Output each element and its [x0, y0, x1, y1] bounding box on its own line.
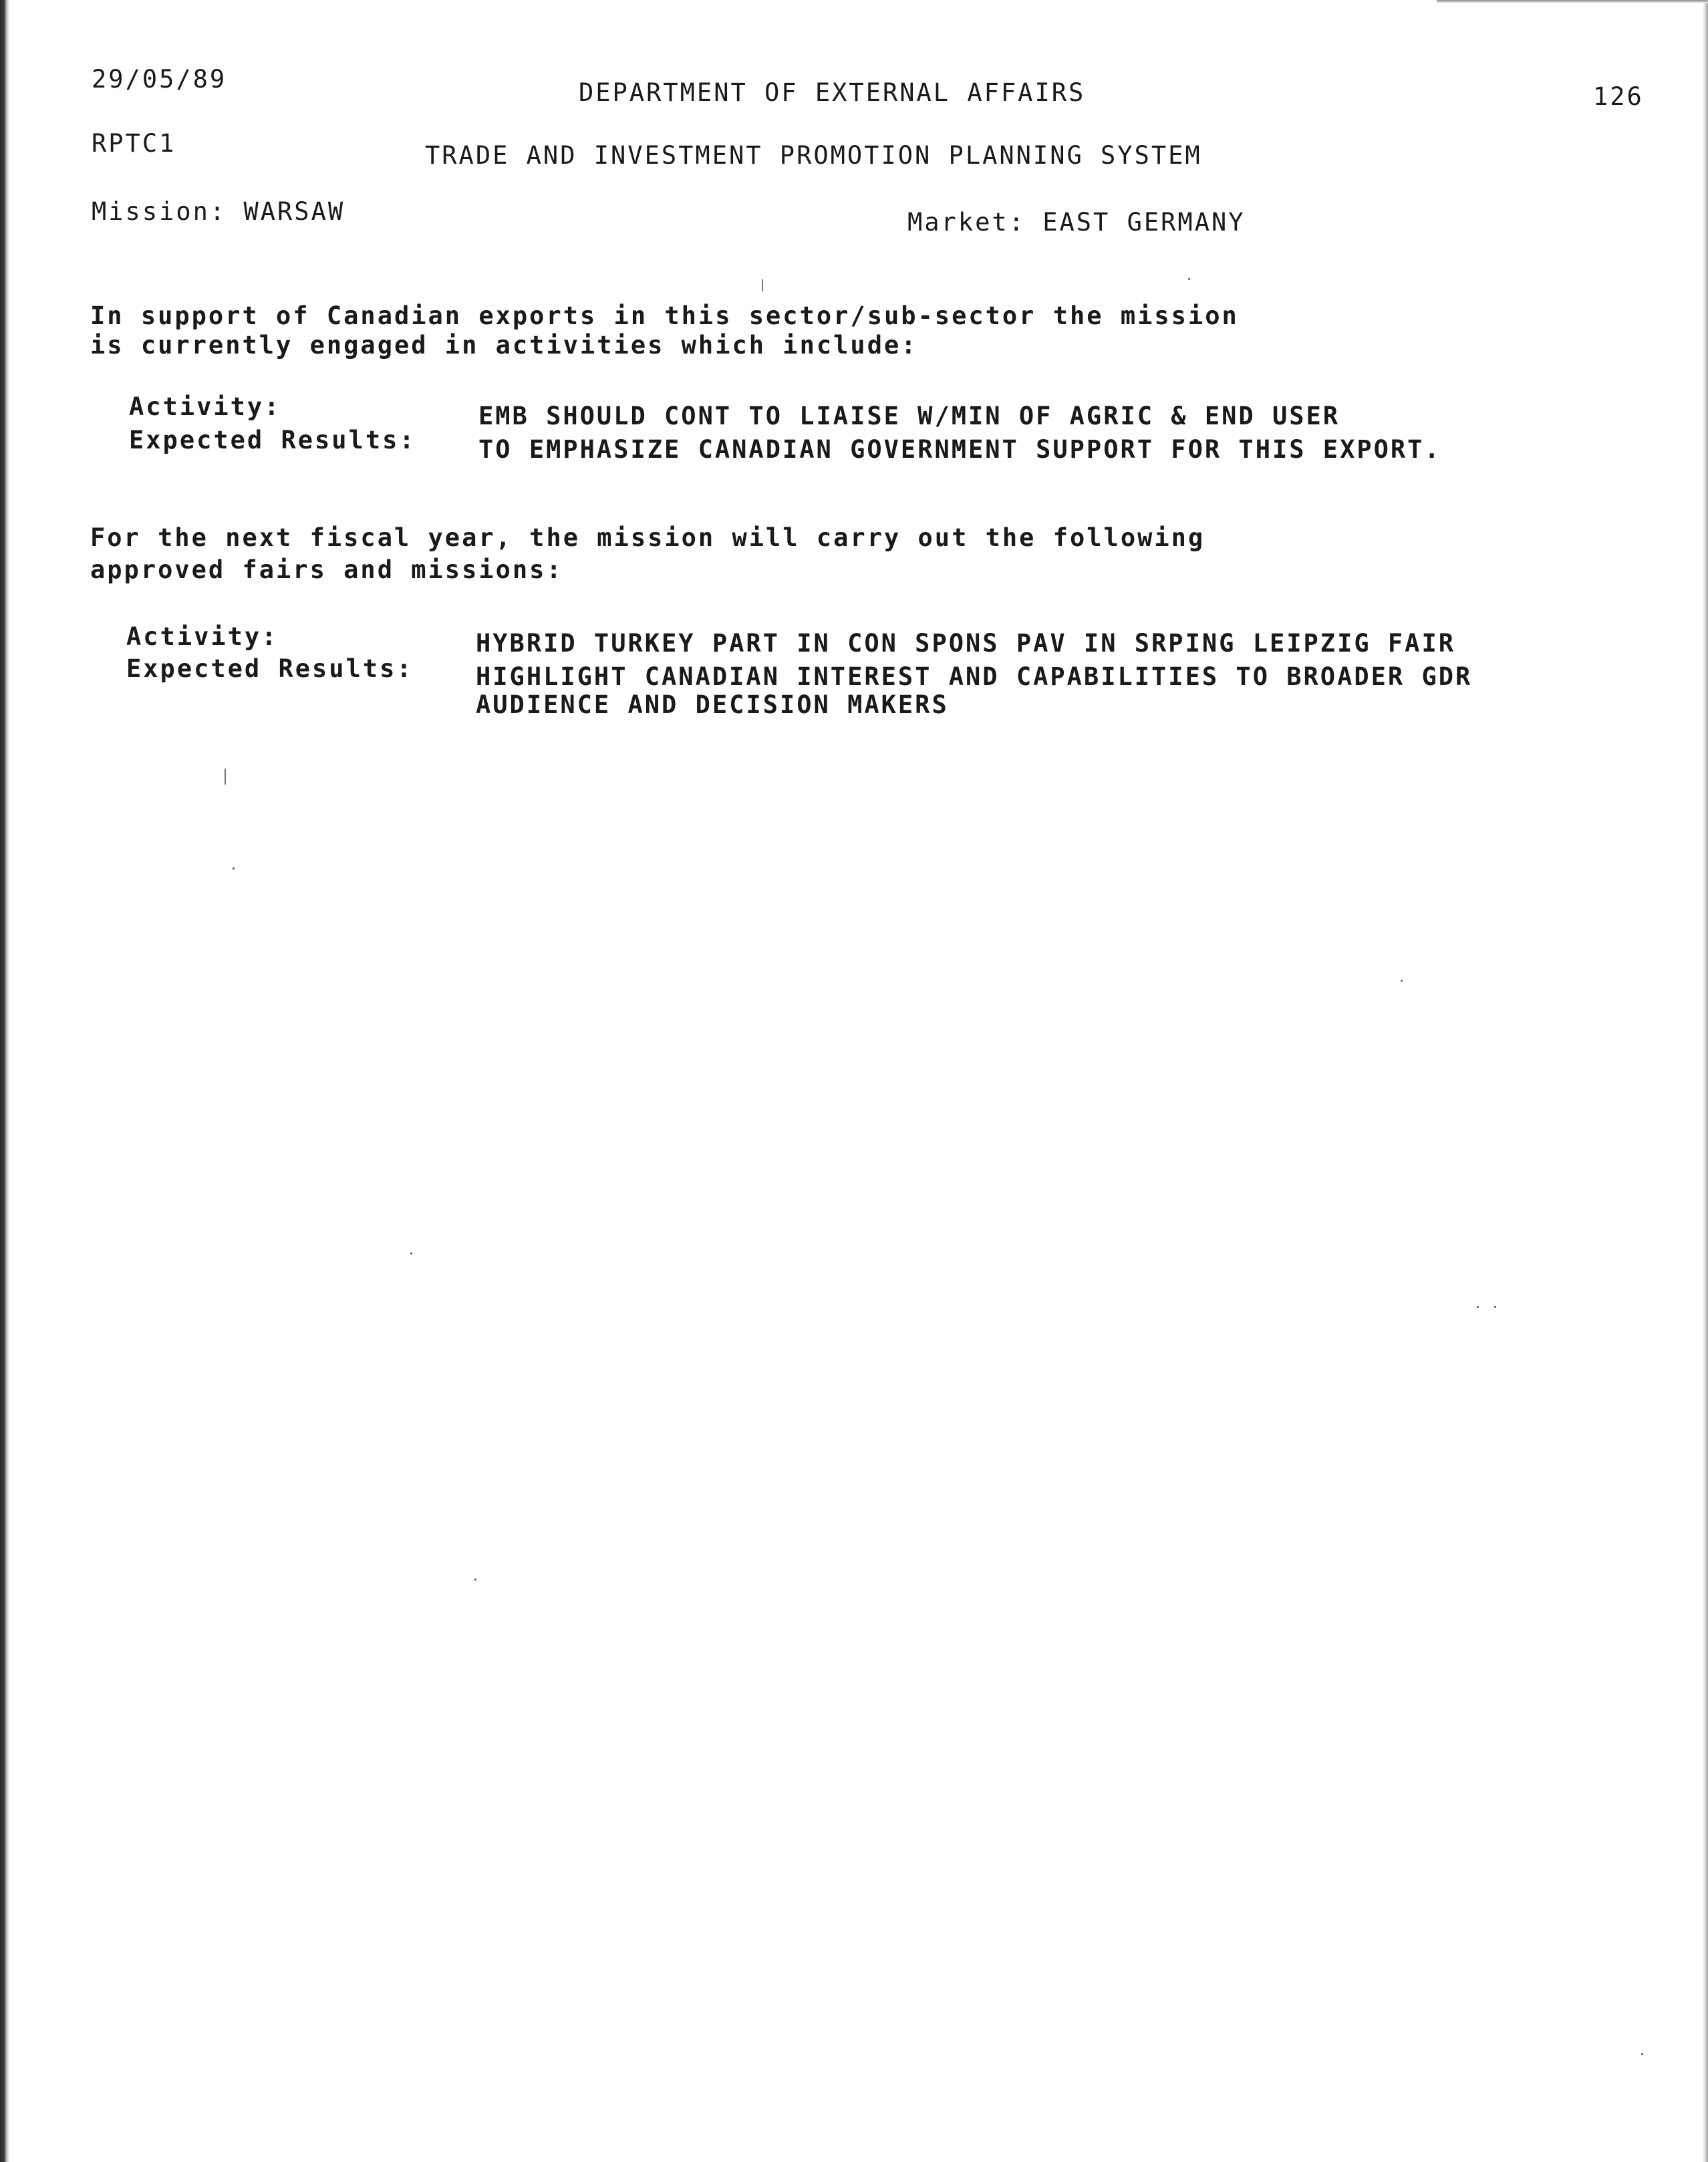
- section2-activity-value: HYBRID TURKEY PART IN CON SPONS PAV IN SRPING LEIPZIG FAIR: [476, 629, 1456, 658]
- section2-results-value-line2: AUDIENCE AND DECISION MAKERS: [476, 690, 949, 719]
- market-name: Market: EAST GERMANY: [907, 208, 1246, 237]
- scan-speck: [1477, 1306, 1479, 1308]
- scan-mark: [225, 769, 226, 785]
- scan-right-edge: [1703, 0, 1708, 2162]
- section2-activity-label: Activity:: [126, 622, 279, 651]
- scan-speck: [1188, 278, 1190, 280]
- scan-speck: [1494, 1306, 1496, 1308]
- report-date: 29/05/89: [92, 65, 227, 94]
- page-number: 126: [1593, 82, 1644, 111]
- section1-intro-line2: is currently engaged in activities which include:: [90, 331, 918, 360]
- system-title: TRADE AND INVESTMENT PROMOTION PLANNING SYSTEM: [425, 141, 1202, 170]
- section2-results-label: Expected Results:: [126, 654, 414, 683]
- scan-speck: [1641, 2053, 1643, 2055]
- scan-speck: [474, 1579, 476, 1581]
- section1-results-value: TO EMPHASIZE CANADIAN GOVERNMENT SUPPORT FOR THIS EXPORT.: [478, 435, 1441, 464]
- section2-intro-line1: For the next fiscal year, the mission will carry out the following: [90, 523, 1205, 552]
- section1-activity-value: EMB SHOULD CONT TO LIAISE W/MIN OF AGRIC & END USER: [478, 402, 1340, 430]
- section1-results-label: Expected Results:: [129, 426, 416, 454]
- scan-mark: [762, 279, 763, 291]
- report-code: RPTC1: [92, 129, 176, 158]
- scan-speck: [410, 1252, 412, 1254]
- department-name: DEPARTMENT OF EXTERNAL AFFAIRS: [579, 78, 1086, 107]
- mission-name: Mission: WARSAW: [92, 197, 345, 226]
- scan-left-edge: [0, 0, 9, 2162]
- scan-speck: [1401, 980, 1403, 982]
- scan-top-edge: [1437, 0, 1708, 3]
- section2-results-value-line1: HIGHLIGHT CANADIAN INTEREST AND CAPABILITIES TO BROADER GDR: [476, 662, 1473, 691]
- scan-speck: [233, 867, 235, 869]
- section1-intro-line1: In support of Canadian exports in this sector/sub-sector the mission: [90, 301, 1239, 330]
- section1-activity-label: Activity:: [129, 392, 281, 421]
- section2-intro-line2: approved fairs and missions:: [90, 555, 563, 584]
